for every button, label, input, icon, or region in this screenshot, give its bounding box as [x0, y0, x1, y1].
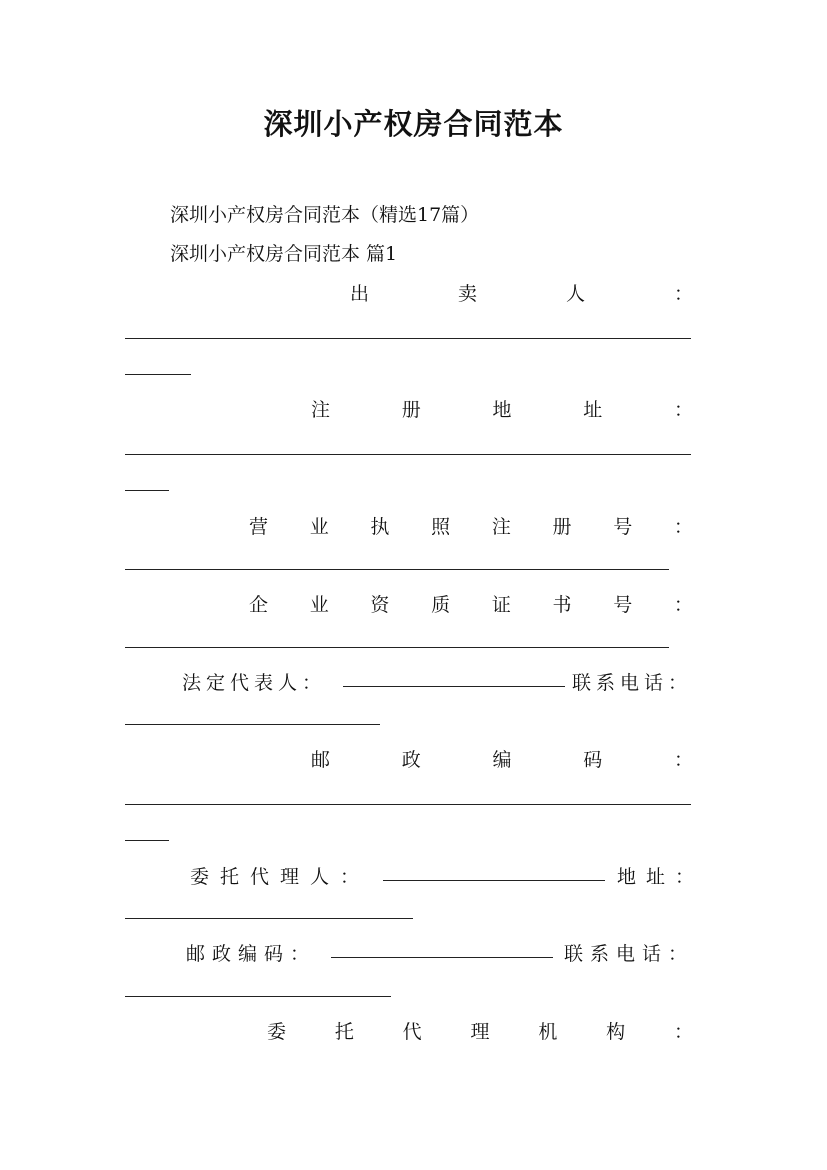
agent-blank: [383, 880, 605, 881]
qualification-cert-label: 企 业 资 质 证 书 号 ：: [249, 594, 693, 616]
address-blank-line-end: [125, 490, 169, 491]
business-license-label: 营 业 执 照 注 册 号 ：: [249, 516, 693, 538]
seller-label: 出 卖 人 ：: [350, 283, 693, 305]
document-title: 深圳小产权房合同范本: [263, 107, 564, 141]
postal-code-label: 邮 政 编 码 ：: [311, 749, 693, 771]
qualification-blank-line: [125, 647, 669, 648]
agent-address-blank-line: [125, 918, 413, 919]
seller-blank-line: [125, 338, 691, 339]
agency-label: 委 托 代 理 机 构 ：: [267, 1021, 693, 1043]
agent-phone-label: 联系电话：: [564, 943, 695, 965]
seller-blank-line-end: [125, 374, 191, 375]
agent-label: 委托代理人：: [190, 866, 371, 888]
agent-address-label: 地址：: [617, 866, 705, 888]
section-heading: 深圳小产权房合同范本 篇1: [170, 243, 398, 265]
legal-representative-blank: [343, 686, 565, 687]
address-blank-line: [125, 454, 691, 455]
postal-blank-line: [125, 804, 691, 805]
agent-phone-blank-line: [125, 996, 391, 997]
license-blank-line: [125, 569, 669, 570]
legal-representative-label: 法定代表人：: [182, 672, 327, 694]
postal-blank-line-end: [125, 840, 169, 841]
phone-blank-line: [125, 724, 380, 725]
intro-line: 深圳小产权房合同范本（精选17篇）: [170, 204, 480, 226]
phone-label: 联系电话：: [572, 672, 693, 694]
registered-address-label: 注 册 地 址 ：: [311, 399, 693, 421]
agent-postal-blank: [331, 957, 553, 958]
agent-postal-label: 邮政编码：: [186, 943, 317, 965]
